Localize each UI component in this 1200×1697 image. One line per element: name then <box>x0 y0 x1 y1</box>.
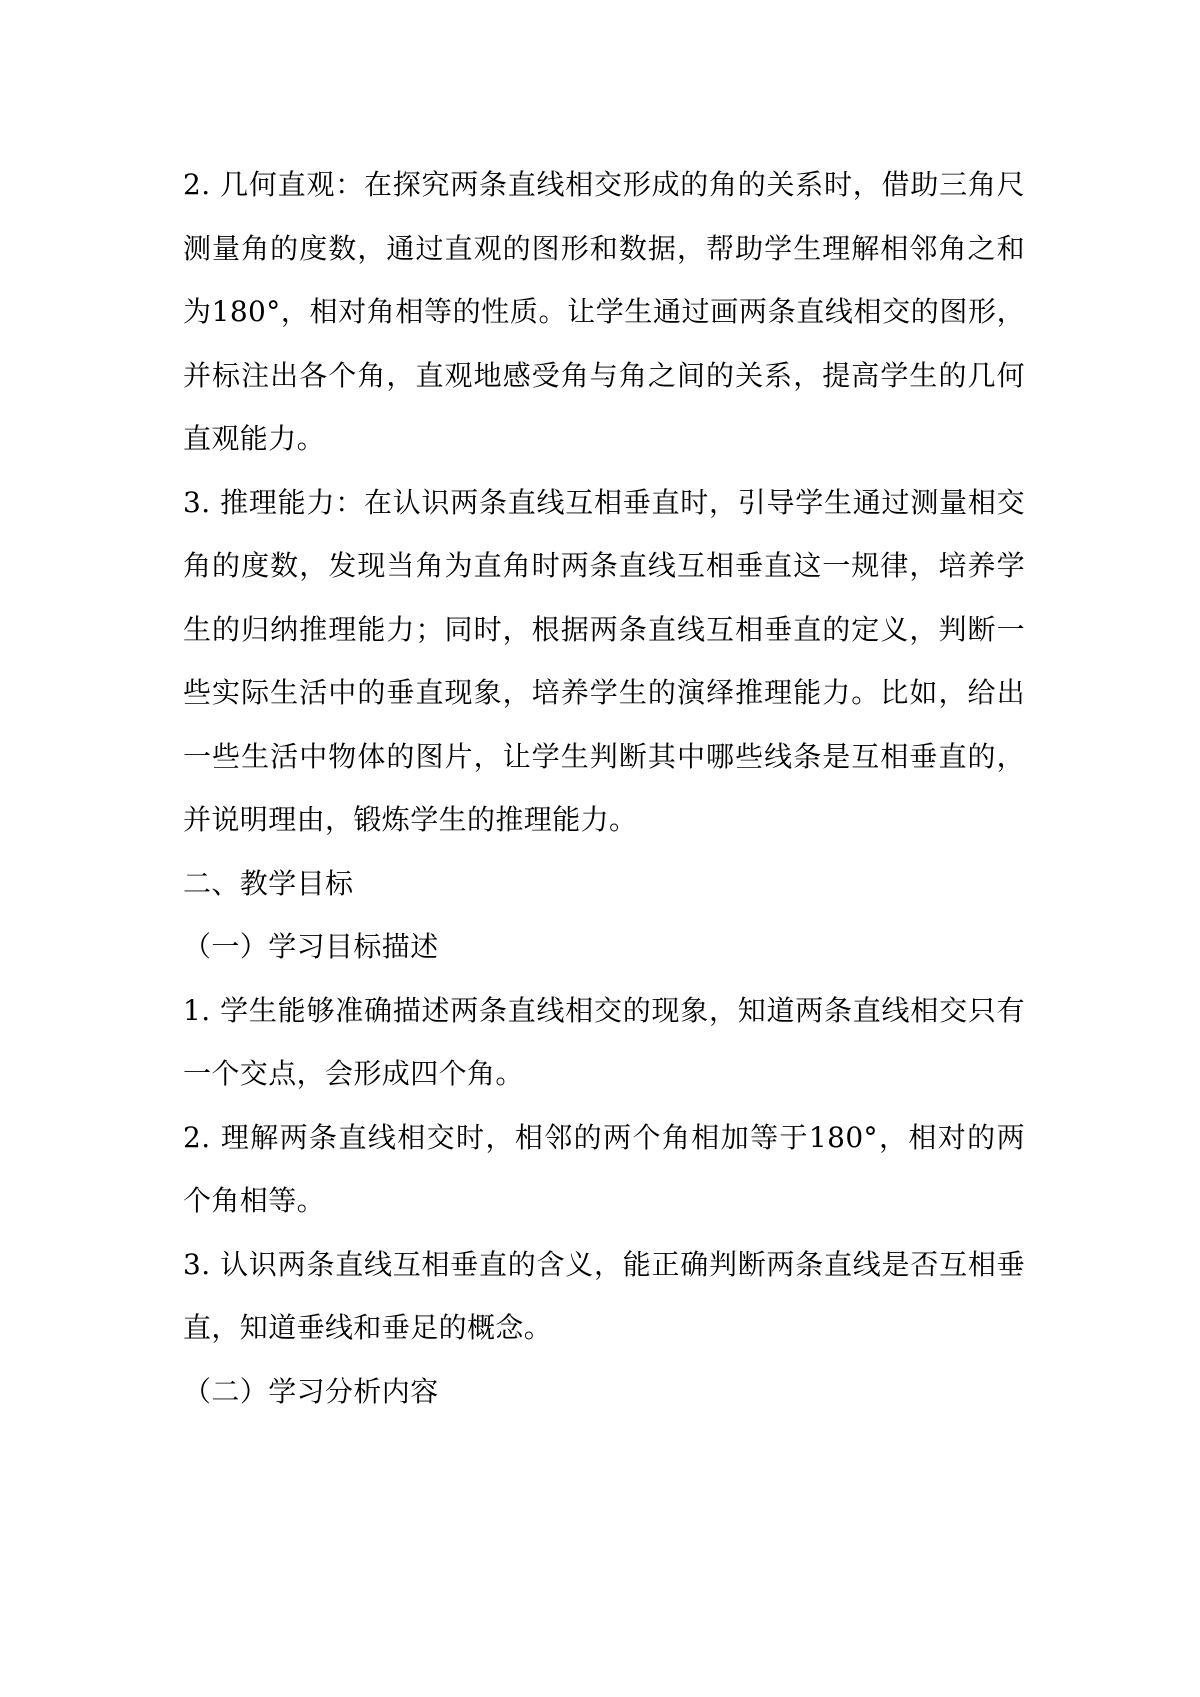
section-heading-teaching-goals: 二、教学目标 <box>183 866 354 900</box>
paragraph-geometry-intuition: 2. 几何直观：在探究两条直线相交形成的角的关系时，借助三角尺测量角的度数，通过直观的图形和数据，帮助学生理解相邻角之和为180°，相对角相等的性质。让学生通过画两条直线相交的图形，并标注出各个角，直观地感受角与角之间的关系，提高学生的几何直观能力。 <box>183 168 1025 455</box>
document-body <box>183 153 1025 1423</box>
subsection-heading-goal-description: （一）学习目标描述 <box>183 930 439 963</box>
subsection-heading-analysis: （二）学习分析内容 <box>183 1374 439 1408</box>
goal-item-3: 3. 认识两条直线互相垂直的含义，能正确判断两条直线是否互相垂直，知道垂线和垂足的概念。 <box>183 1247 1025 1344</box>
goal-item-2: 2. 理解两条直线相交时，相邻的两个角相加等于180°，相对的两个角相等。 <box>183 1120 1025 1217</box>
paragraph-reasoning-ability: 3. 推理能力：在认识两条直线互相垂直时，引导学生通过测量相交角的度数，发现当角为直角时两条直线互相垂直这一规律，培养学生的归纳推理能力；同时，根据两条直线互相垂直的定义，判断一些实际生活中的垂直现象，培养学生的演绎推理能力。比如，给出一些生活中物体的图片，让学生判断其中哪些线条是互相垂直的，并说明理由，锻炼学生的推理能力。 <box>183 485 1025 836</box>
goal-item-1: 1. 学生能够准确描述两条直线相交的现象，知道两条直线相交只有一个交点，会形成四个角。 <box>183 993 1025 1090</box>
